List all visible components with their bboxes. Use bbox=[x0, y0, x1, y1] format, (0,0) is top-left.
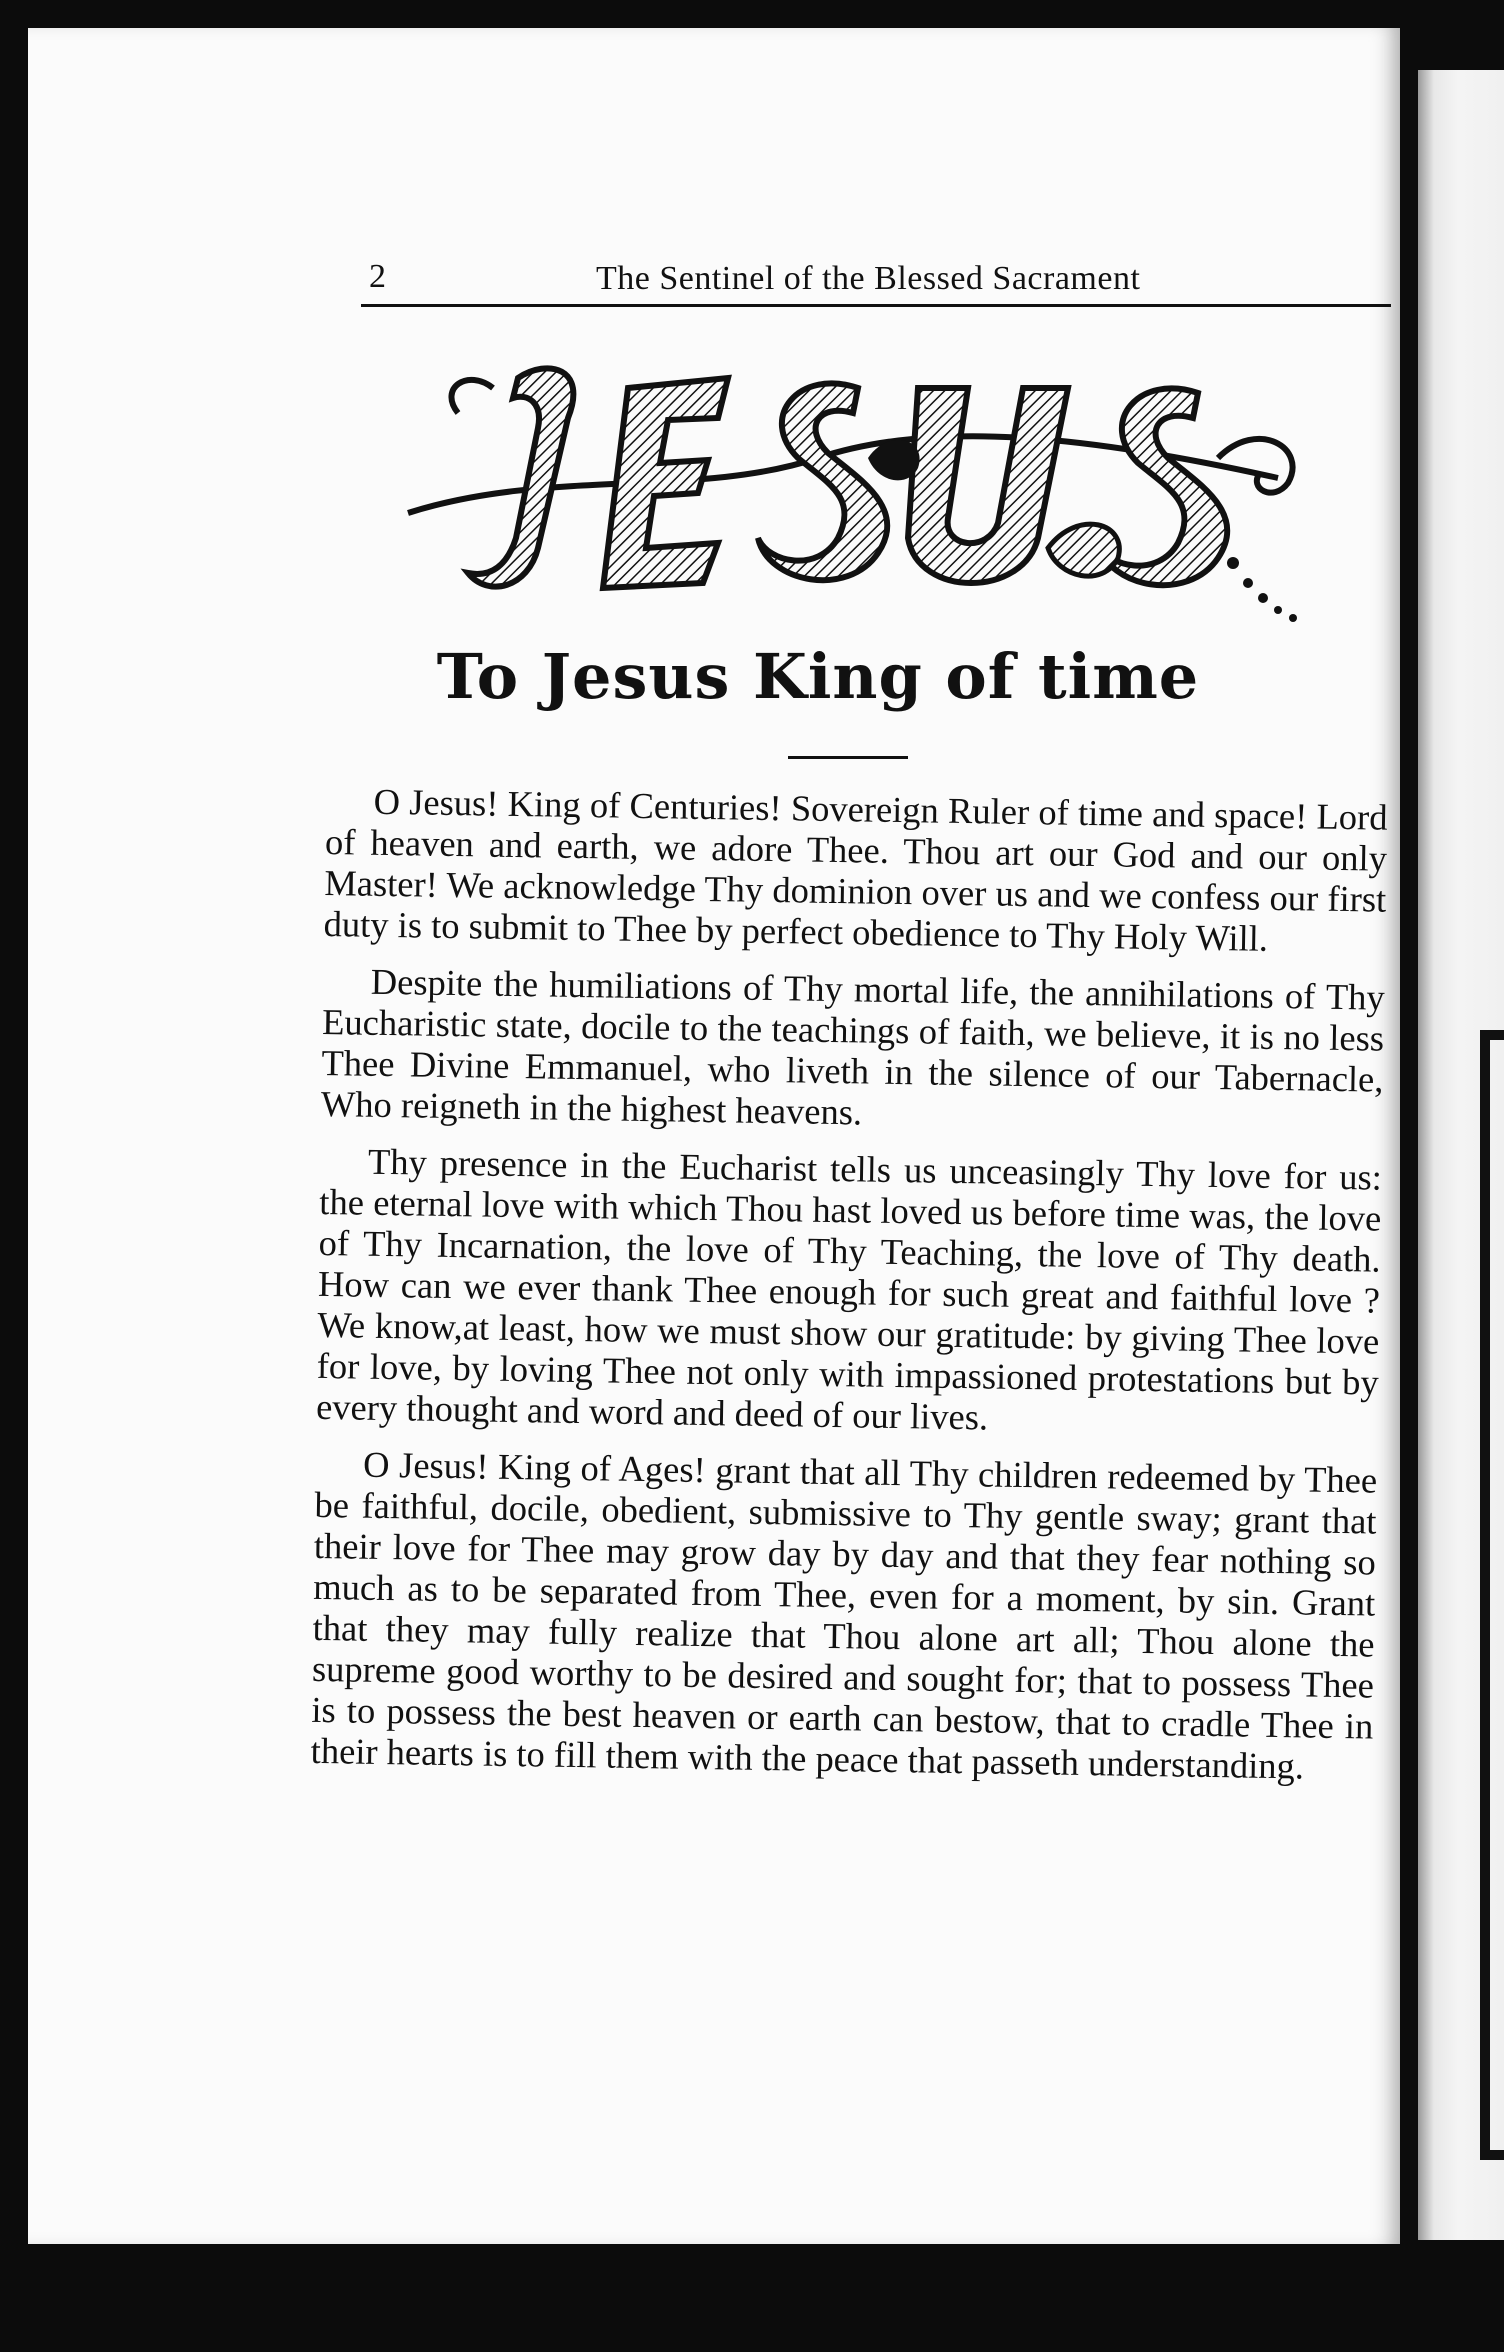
book-page bbox=[28, 28, 1400, 2244]
adjacent-page-edge bbox=[1418, 70, 1504, 2240]
article-title: To Jesus King of time bbox=[436, 640, 1200, 713]
paragraph: O Jesus! King of Ages! grant that all Thy children redeemed by Thee be faithful, docile, obedient, submissive to Thy gentle sway; grant that their love for Thee may grow day by day and that they fear nothing so much as to be separated from Thee, even for a moment, by sin. Grant that they may fully realize that Thou alone art all; Thou alone the supreme good worthy to be desired and sought for; that to possess Thee is to possess the best heaven or earth can bestow, that to cradle Thee in their hearts is to fill them with the peace that passeth understanding. bbox=[310, 1443, 1378, 1787]
jesus-ornament-icon bbox=[398, 348, 1318, 638]
title-divider bbox=[788, 756, 908, 759]
paragraph: Thy presence in the Eucharist tells us unceasingly Thy love for us: the eternal love with which Thou hast loved us before time was, the love of Thy Incarnation, the love of Thy Teaching, the love of Thy death. How can we ever thank Thee enough for such great and faithful love ? We know,at least, how we must show our gratitude: by giving Thee love for love, by loving Thee not only with impassioned protestations but by every thought and word and deed of our lives. bbox=[315, 1140, 1383, 1438]
paragraph: O Jesus! King of Centuries! Sovereign Ruler of time and space! Lord of heaven and earth, we adore Thee. Thou art our God and our only Master! We acknowledge Thy dominion over us and we confess our first duty is to submit to Thee by perfect obedience to Thy Holy Will. bbox=[323, 780, 1388, 959]
paragraph: Despite the humiliations of Thy mortal life, the annihilations of Thy Eucharistic state, docile to the teachings of faith, we believe, it is no less Thee Divine Emmanuel, who liveth in the silence of our Tabernacle, Who reigneth in the highest heavens. bbox=[320, 960, 1386, 1133]
adjacent-page-border bbox=[1480, 1030, 1504, 2160]
journal-title: The Sentinel of the Blessed Sacrament bbox=[596, 260, 1141, 297]
article-body bbox=[310, 780, 1388, 1804]
running-head bbox=[361, 256, 1391, 307]
page-number: 2 bbox=[369, 258, 386, 295]
